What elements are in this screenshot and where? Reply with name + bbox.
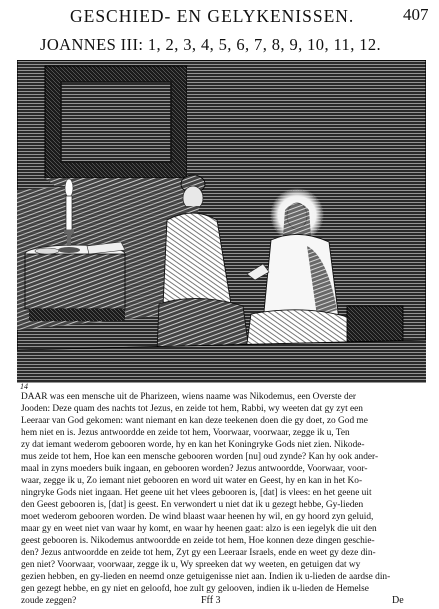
body-text [21, 391, 427, 607]
signature-mark: Fff 3 [201, 595, 221, 606]
text-line: mus zeide tot hem, Hoe kan een mensche gebooren worden [nu] oud zynde? Kan hy ook ander- [21, 452, 379, 462]
text-line: gezien hebben, en gy-lieden en neemd onze getuigenisse niet aan. Indien ik u-lieden de aardse din- [21, 572, 391, 582]
text-line: hem niet en is. Jezus antwoordde en zeide tot hem, Voorwaar, voorwaar, zegge ik u, Ten [21, 428, 350, 438]
text-line: Leeraar van God gekomen: want niemant en kan deze teekenen doen die gy doet, zo God me [21, 416, 368, 426]
text-line: ningryke Gods niet ingaan. Het geene uit het vlees gebooren is, [dat] is vlees: en het geene uit [21, 488, 372, 498]
text-line: den Geest gebooren is, [dat] is geest. En verwondert u niet dat ik u gezegt hebbe, Gy-lieden [21, 500, 364, 510]
text-line: gen niet? Voorwaar, voorwaar, zegge ik u, Wy spreeken dat wy weeten, en getuigen dat wy [21, 560, 361, 570]
text-line: zy dat iemant wederom gebooren worde, hy en kan het Koningryke Gods niet zien. Nikode- [21, 440, 365, 450]
text-line: geest gebooren is. Nikodemus antwoordde en zeide tot hem, Hoe konnen deze dingen geschie- [21, 536, 375, 546]
chapter-reference: JOANNES III: 1, 2, 3, 4, 5, 6, 7, 8, 9, 10, 11, 12. [40, 35, 382, 54]
text-line: moet wederom gebooren worden. De wind blaast waar heenen hy wil, en gy hoord zyn geluid, [21, 512, 374, 522]
text-line: den? Jezus antwoordde en zeide tot hem, Zyt gy een Leeraar Israels, ende en weet gy deze din- [21, 548, 376, 558]
engraving-illustration [17, 60, 426, 383]
catchword: De [392, 595, 404, 606]
text-line: DAAR was een mensche uit de Pharizeen, wiens naame was Nikodemus, een Overste der [21, 392, 356, 402]
text-line: zoude zeggen? [21, 596, 77, 606]
table [25, 245, 125, 321]
page-number: 407 [403, 5, 429, 24]
text-line: waar, zegge ik u, Zo iemant niet gebooren en word uit water en Geest, hy en kan in het Ko- [21, 476, 363, 486]
text-line: maar gy en weet niet van waar hy komt, en waar hy heenen gaat: alzo is een iegelyk die uit den [21, 524, 377, 534]
running-head: GESCHIED- EN GELYKENISSEN. [70, 6, 355, 26]
window-frame [45, 66, 187, 186]
text-line: Jooden: Deze quam des nachts tot Jezus, en zeide tot hem, Rabbi, wy weeten dat gy zyt een [21, 404, 363, 414]
text-line: gen gezegt hebbe, en gy niet en geloofd, hoe zult gy gelooven, indien ik u-lieden de Hemelse [21, 584, 369, 594]
text-line: maal in zyns moeders buik ingaan, en gebooren worden? Jezus antwoordde, Voorwaar, voor- [21, 464, 368, 474]
plate-number: 14 [20, 382, 28, 391]
